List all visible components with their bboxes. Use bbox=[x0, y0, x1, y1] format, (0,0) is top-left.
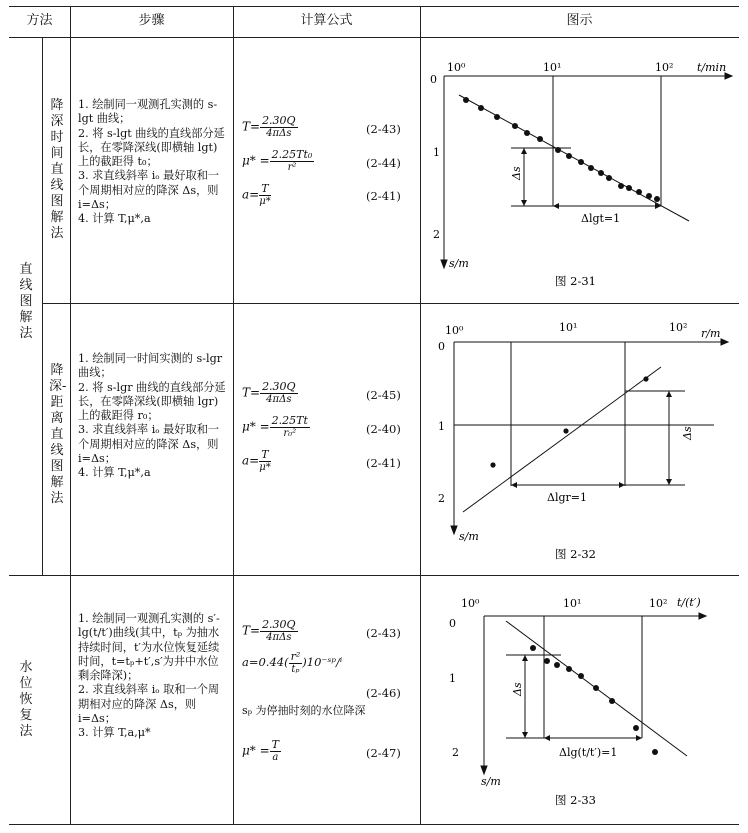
figure-2-31 bbox=[421, 38, 739, 303]
x-tick-label: 10¹ bbox=[563, 597, 582, 610]
formula-a-row2 bbox=[242, 448, 271, 474]
formula-denominator: μ* bbox=[259, 196, 271, 207]
x-tick-label: 10² bbox=[655, 61, 674, 74]
y-tick-label: 2 bbox=[433, 228, 440, 241]
group-recovery: 水位恢复法 bbox=[19, 660, 33, 739]
x-axis-label: r/m bbox=[701, 327, 721, 340]
formula-lhs: a= bbox=[242, 453, 260, 468]
eq-number: (2-41) bbox=[366, 456, 401, 470]
formula-numerator: 2.25Tt bbox=[271, 414, 308, 427]
period-label: Δlgr=1 bbox=[547, 491, 587, 504]
col-divider-formula bbox=[233, 6, 234, 824]
col-divider-sub bbox=[42, 37, 43, 575]
formula-numerator: T bbox=[259, 182, 271, 196]
eq-number: (2-44) bbox=[366, 156, 401, 170]
y-axis-label: s/m bbox=[449, 257, 469, 270]
fit-line bbox=[459, 95, 689, 221]
y-axis-arrow bbox=[441, 260, 447, 268]
x-axis-label: t/(t′) bbox=[677, 596, 701, 609]
y-tick-label: 0 bbox=[438, 340, 445, 353]
figure-2-33 bbox=[421, 576, 739, 824]
y-tick-label: 0 bbox=[449, 617, 456, 630]
formula-mu-row1 bbox=[242, 148, 314, 174]
formula-lhs: T= bbox=[242, 385, 261, 400]
formula-lhs: a=0.44 bbox=[242, 655, 285, 669]
formula-mu-row3 bbox=[242, 738, 281, 764]
formula-a-row1 bbox=[242, 182, 271, 208]
figure-caption: 图 2-31 bbox=[555, 274, 596, 288]
col-divider-steps bbox=[70, 6, 71, 824]
data-points bbox=[463, 97, 660, 202]
formula-numerator: 2.30Q bbox=[262, 114, 296, 127]
y-axis-arrow bbox=[451, 526, 457, 534]
formula-numerator: 2.30Q bbox=[262, 618, 296, 631]
formula-denominator: a bbox=[272, 752, 279, 763]
figure-2-32 bbox=[421, 304, 739, 574]
eq-number: (2-46) bbox=[366, 686, 401, 700]
x-tick-label: 10⁰ bbox=[447, 61, 466, 74]
x-axis-arrow bbox=[721, 339, 728, 345]
y-axis-label: s/m bbox=[459, 530, 479, 543]
eq-number: (2-47) bbox=[366, 746, 401, 760]
eq-number: (2-43) bbox=[366, 626, 401, 640]
sub-method-time: 降深时间直线图解法 bbox=[50, 98, 64, 241]
formula-denominator: r² bbox=[287, 162, 297, 173]
formula-denominator: 4πΔs bbox=[266, 394, 292, 405]
group-straight-line: 直线图解法 bbox=[19, 262, 33, 341]
formula-numerator: r² bbox=[290, 650, 301, 663]
x-tick-label: 10¹ bbox=[559, 321, 578, 334]
header-formula: 计算公式 bbox=[300, 13, 353, 28]
formula-note: sₚ 为停抽时刻的水位降深 bbox=[242, 704, 366, 717]
formula-T-row1 bbox=[242, 114, 298, 140]
ds-label: Δs bbox=[510, 166, 523, 180]
formula-lhs: a= bbox=[242, 187, 260, 202]
y-tick-label: 1 bbox=[433, 146, 440, 159]
y-tick-label: 1 bbox=[438, 420, 445, 433]
header-figure: 图示 bbox=[566, 13, 593, 28]
header-method: 方法 bbox=[26, 13, 53, 28]
formula-lhs: T= bbox=[242, 623, 261, 638]
x-tick-label: 10² bbox=[669, 321, 688, 334]
eq-number: (2-45) bbox=[366, 388, 401, 402]
y-axis-label: s/m bbox=[481, 775, 501, 788]
steps-row-2: 1. 绘制同一时间实测的 s-lgr 曲线； 2. 将 s-lgr 曲线的直线部分延长，在零降深线(即横轴 lgr)上的截距得 r₀； 3. 求直线斜率 iₒ 最好取和一个周期相对应的降深 Δs，则 i=Δs； 4. 计算 T,μ*,a bbox=[78, 352, 226, 480]
eq-number: (2-40) bbox=[366, 422, 401, 436]
header-steps: 步骤 bbox=[138, 13, 165, 28]
formula-lhs: μ* = bbox=[242, 153, 270, 168]
formula-numerator: 2.30Q bbox=[262, 380, 296, 393]
formula-numerator: 2.25Tt₀ bbox=[271, 148, 313, 161]
formula-lhs: T= bbox=[242, 119, 261, 134]
formula-T-row2 bbox=[242, 380, 298, 406]
figure-caption: 图 2-33 bbox=[555, 793, 596, 807]
formula-denominator: μ* bbox=[259, 462, 271, 473]
x-tick-label: 10⁰ bbox=[445, 324, 464, 337]
table-bottom-border bbox=[9, 824, 739, 825]
formula-mu-row2 bbox=[242, 414, 310, 440]
formula-numerator: T bbox=[271, 738, 280, 751]
steps-row-1: 1. 绘制同一观测孔实测的 s-lgt 曲线； 2. 将 s-lgt 曲线的直线部分延长，在零降深线(即横轴 lgt)上的截距得 t₀； 3. 求直线斜率 iₒ 最好取和一个周期相对应的降深 Δs，则 i=Δs； 4. 计算 T,μ*,a bbox=[78, 98, 225, 226]
formula-lhs: μ* = bbox=[242, 419, 270, 434]
ds-label: Δs bbox=[511, 682, 524, 696]
period-label: Δlgt=1 bbox=[581, 212, 621, 225]
formula-denominator: 4πΔs bbox=[266, 128, 292, 139]
y-tick-label: 1 bbox=[449, 672, 456, 685]
y-tick-label: 2 bbox=[452, 746, 459, 759]
formula-T-row3 bbox=[242, 618, 298, 644]
ds-label: Δs bbox=[681, 426, 694, 440]
formula-denominator: 4πΔs bbox=[266, 632, 292, 643]
formula-lhs: μ* = bbox=[242, 743, 270, 758]
formula-denominator: r₀² bbox=[283, 428, 297, 439]
x-tick-label: 10⁰ bbox=[461, 597, 480, 610]
y-axis-arrow bbox=[481, 766, 487, 774]
y-tick-label: 0 bbox=[430, 73, 437, 86]
eq-number: (2-41) bbox=[366, 189, 401, 203]
formula-a-row3: a=0.44( $\frac{\text{r²}}{\text{tₚ}}$ )10⁻ˢᵖ/ⁱ bbox=[242, 650, 343, 675]
x-tick-label: 10¹ bbox=[543, 61, 562, 74]
sub-method-distance: 降深-距离直线图解法 bbox=[49, 363, 67, 506]
table-top-border bbox=[9, 6, 739, 7]
x-axis-arrow bbox=[699, 613, 706, 619]
steps-row-3: 1. 绘制同一观测孔实测的 s′-lg(t/t′)曲线(其中，tₚ 为抽水持续时间，t′为水位恢复延续时间，t=tₚ+t′,s′为井中水位剩余降深)； 2. 求直线斜率 iₒ 取和一个周期相对应的降深 Δs，则 i=Δs； 3. 计算 T,a,μ* bbox=[78, 612, 220, 740]
period-label: Δlg(t/t′)=1 bbox=[559, 746, 618, 759]
formula-numerator: T bbox=[259, 448, 271, 462]
eq-number: (2-43) bbox=[366, 122, 401, 136]
figure-caption: 图 2-32 bbox=[555, 547, 596, 561]
y-tick-label: 2 bbox=[438, 492, 445, 505]
x-axis-label: t/min bbox=[697, 61, 727, 74]
formula-denominator: tₚ bbox=[291, 664, 300, 675]
formula-exponent: 10⁻ˢᵖ/ⁱ bbox=[306, 655, 343, 669]
x-tick-label: 10² bbox=[649, 597, 668, 610]
